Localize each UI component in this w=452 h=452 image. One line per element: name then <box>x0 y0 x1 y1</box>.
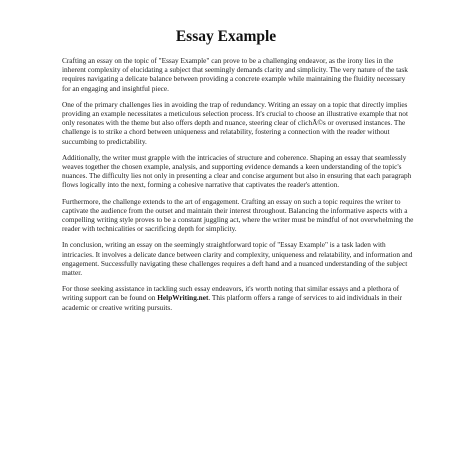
paragraph-intro: Crafting an essay on the topic of "Essay Example" can prove to be a challenging endeavor, as the irony lies in the inherent complexity of elucidating a subject that seemingly demands clarity and simplicity. The very nature of the task requires navigating a delicate balance between providing a concrete example while maintaining the fluidity necessary for an engaging and insightful piece. <box>62 56 408 93</box>
paragraph-redundancy: One of the primary challenges lies in avoiding the trap of redundancy. Writing an essay on a topic that directly implies providing an example necessitates a meticulous selection process. It's crucial to choose an illustrative example that not only resonates with the theme but also offers depth and nuance, steering clear of clichÃ©s or overused instances. The challenge is to strike a chord between uniqueness and relatability, fostering a connection with the reader without succumbing to predictability. <box>62 99 408 146</box>
page-title: Essay Example <box>175 28 277 45</box>
assistance-text-after: . This platform offers a range of services to aid individuals in their academic or creative writing pursuits. <box>62 293 403 312</box>
assistance-text-before: For those seeking assistance in tackling such essay endeavors, it's worth noting that similar essays and a plethora of writing support can be found on <box>62 284 400 303</box>
paragraph-conclusion: In conclusion, writing an essay on the seemingly straightforward topic of "Essay Example" is a task laden with intricacies. It involves a delicate dance between clarity and complexity, uniqueness and relatability, and information and engagement. Successfully navigating these challenges requires a deft hand and a nuanced understanding of the subject matter. <box>62 240 413 278</box>
essay-body <box>62 56 414 319</box>
helpwriting-brand-link[interactable]: HelpWriting.net <box>157 293 209 303</box>
paragraph-assistance <box>62 284 414 312</box>
paragraph-structure: Additionally, the writer must grapple with the intricacies of structure and coherence. Shaping an essay that seamlessly weaves together the chosen example, analysis, and supporting evidence demands a keen understanding of the topic's nuances. The difficulty lies not only in presenting a clear and concise argument but also in ensuring that each paragraph flows logically into the next, forming a cohesive narrative that captivates the reader's attention. <box>62 152 412 190</box>
paragraph-engagement: Furthermore, the challenge extends to the art of engagement. Crafting an essay on such a topic requires the writer to captivate the audience from the outset and maintain their interest throughout. Balancing the informative aspects with a compelling writing style proves to be a constant juggling act, where the writer must be mindful of not overwhelming the reader with technicalities or sacrificing depth for simplicity. <box>62 196 414 234</box>
